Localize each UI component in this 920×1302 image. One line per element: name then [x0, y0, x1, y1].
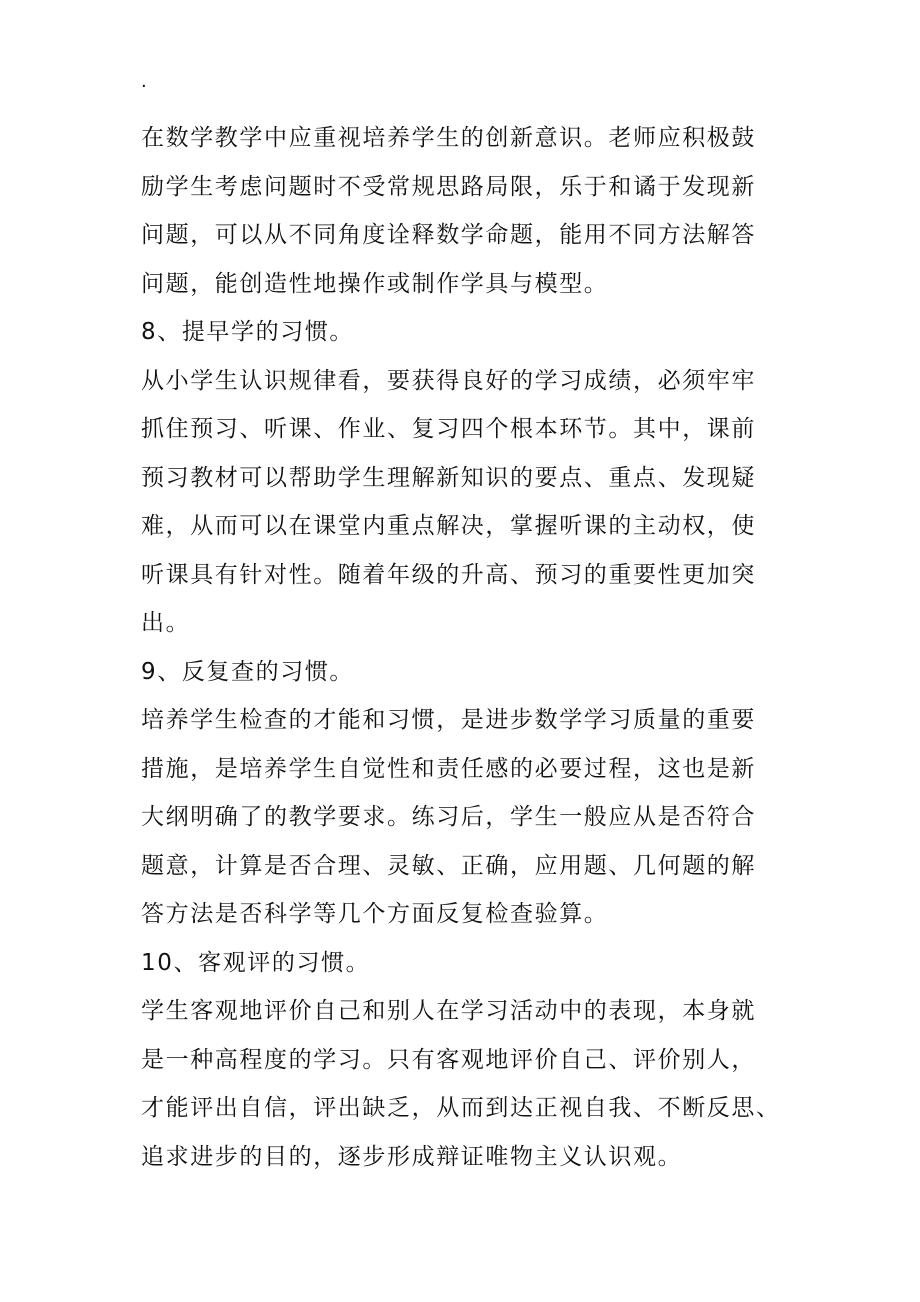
text-line: 学生客观地评价自己和别人在学习活动中的表现，本身就 [141, 998, 756, 1024]
section-heading: 9、反复查的习惯。 [141, 658, 355, 685]
text-line: 题意，计算是否合理、灵敏、正确，应用题、几何题的解 [141, 852, 756, 879]
text-line: 问题，可以从不同角度诠释数学命题，能用不同方法解答 [141, 222, 756, 248]
text-line: 是一种高程度的学习。只有客观地评价自己、评价别人， [141, 1046, 756, 1073]
text-line: 在数学教学中应重视培养学生的创新意识。老师应积极鼓 [141, 125, 756, 151]
text-line: 才能评出自信，评出缺乏，从而到达正视自我、不断反思、 [141, 1095, 781, 1121]
text-line: 培养学生检查的才能和习惯，是进步数学学习质量的重要 [141, 707, 756, 733]
text-line: 答方法是否科学等几个方面反复检查验算。 [141, 901, 609, 927]
text-line: 难，从而可以在课堂内重点解决，掌握听课的主动权，使 [141, 513, 756, 539]
text-line: 出。 [141, 610, 191, 636]
text-line: 措施，是培养学生自觉性和责任感的必要过程，这也是新 [141, 755, 756, 782]
section-heading: 8、提早学的习惯。 [141, 319, 355, 345]
text-line: 从小学生认识规律看，要获得良好的学习成绩，必须牢牢 [141, 367, 756, 394]
text-line: 励学生考虑问题时不受常规思路局限，乐于和谲于发现新 [141, 173, 756, 200]
text-line: 追求进步的目的，逐步形成辩证唯物主义认识观。 [141, 1143, 683, 1170]
text-line: 大纲明确了的教学要求。练习后，学生一般应从是否符合 [141, 804, 756, 830]
text-line: 抓住预习、听课、作业、复习四个根本环节。其中，课前 [141, 416, 756, 442]
text-line: 预习教材可以帮助学生理解新知识的要点、重点、发现疑 [141, 464, 756, 491]
section-heading: 10、客观评的习惯。 [141, 949, 371, 976]
document-body [141, 114, 781, 1181]
text-line: 问题，能创造性地操作或制作学具与模型。 [141, 270, 609, 297]
text-line: 听课具有针对性。随着年级的升高、预习的重要性更加突 [141, 561, 756, 588]
page-marker: . [141, 71, 147, 92]
